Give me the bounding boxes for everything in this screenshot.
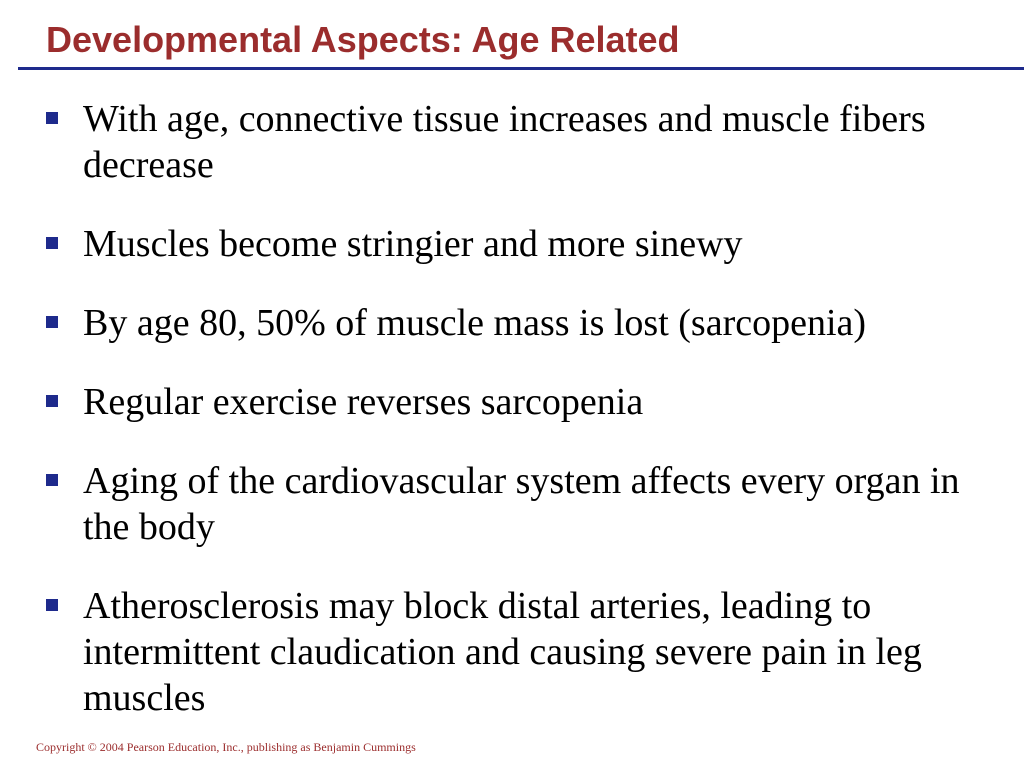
bullet-text: With age, connective tissue increases and muscle fibers decrease	[83, 98, 926, 186]
square-bullet-icon	[46, 237, 58, 249]
square-bullet-icon	[46, 599, 58, 611]
title-divider	[18, 67, 1024, 70]
bullet-item	[46, 458, 986, 550]
square-bullet-icon	[46, 316, 58, 328]
bullet-text: By age 80, 50% of muscle mass is lost (sarcopenia)	[83, 302, 867, 344]
copyright-footer: Copyright © 2004 Pearson Education, Inc., publishing as Benjamin Cummings	[36, 740, 416, 754]
bullet-item	[46, 583, 986, 721]
square-bullet-icon	[46, 112, 58, 124]
bullet-text: Aging of the cardiovascular system affects every organ in the body	[83, 460, 960, 548]
bullet-item	[46, 300, 986, 346]
bullet-item	[46, 221, 986, 267]
slide-title: Developmental Aspects: Age Related	[46, 19, 680, 60]
bullet-item	[46, 379, 986, 425]
bullet-text: Muscles become stringier and more sinewy	[83, 223, 743, 265]
bullet-text: Atherosclerosis may block distal arteries, leading to intermittent claudication and causing severe pain in leg muscles	[83, 585, 922, 719]
bullet-list	[46, 96, 986, 754]
square-bullet-icon	[46, 395, 58, 407]
square-bullet-icon	[46, 474, 58, 486]
bullet-item	[46, 96, 986, 188]
bullet-text: Regular exercise reverses sarcopenia	[83, 381, 644, 423]
